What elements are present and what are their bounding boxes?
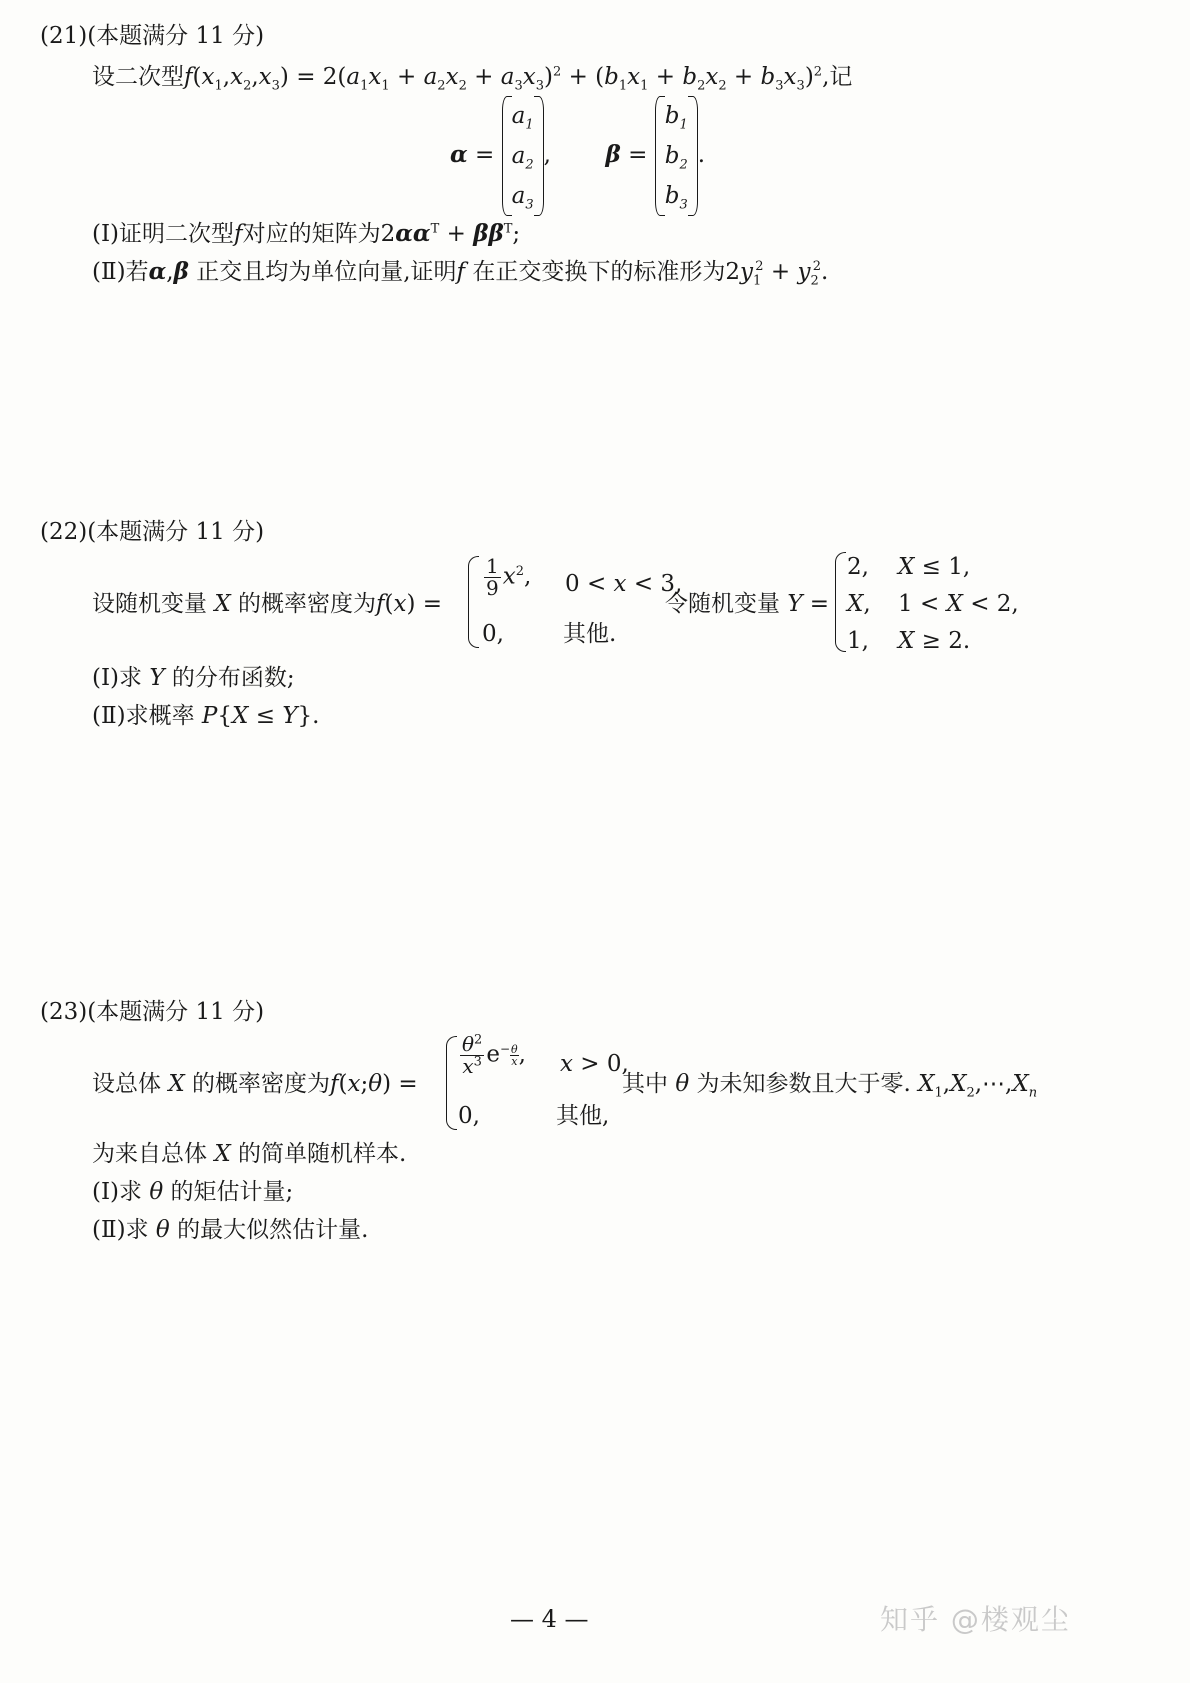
q22-pdf-case2: 0,	[482, 621, 504, 647]
q23-param-note: 其中 θ 为未知参数且大于零. $X_1,X_2,\cdots,X_n$	[622, 1071, 1038, 1101]
q22-y-case2: X,	[847, 591, 871, 617]
q23-pdf-cond1: x > 0,	[560, 1051, 629, 1077]
q22-part1-suffix: 的分布函数;	[171, 665, 295, 691]
q23-intro-mid: 的概率密度为	[192, 1071, 330, 1097]
q23-pdf-brace	[446, 1036, 457, 1130]
q23-sample-b: 的简单随机样本.	[238, 1141, 407, 1167]
q21-part2: (Ⅱ)若α,β 正交且均为单位向量,证明f 在正交变换下的标准形为$2y_1^2 + y_2^2$.	[92, 258, 829, 289]
alpha-vector: $a_1$ $a_2$ $a_3$	[502, 96, 544, 216]
q22-pdf-case1: $\frac{1}{9}$ $x^2$,	[486, 554, 532, 600]
q23-param-b: 为未知参数且大于零.	[696, 1071, 911, 1097]
q23-part2-suffix: 的最大似然估计量.	[177, 1217, 369, 1243]
q23-part2: (Ⅱ)求 θ 的最大似然估计量.	[92, 1217, 369, 1243]
q22-intro-mid: 的概率密度为	[238, 591, 376, 617]
q21-header: (21)(本题满分 11 分)	[40, 23, 265, 49]
q21-intro-prefix: 设二次型	[92, 64, 184, 90]
q22-part2: (Ⅱ)求概率 P{X ≤ Y}.	[92, 703, 320, 729]
q22-intro-text: 设随机变量	[92, 591, 207, 617]
q22-pdf-otherwise: 其他.	[563, 621, 617, 647]
q23-intro-text: 设总体	[92, 1071, 161, 1097]
q21-part1-prefix: (Ⅰ)证明二次型	[92, 221, 235, 247]
q22-y-cond2: 1 < X < 2,	[898, 591, 1019, 617]
q22-y-brace	[835, 552, 846, 652]
q21-part2-suffix: 在正交变换下的标准形为	[472, 259, 726, 285]
q23-part1: (Ⅰ)求 θ 的矩估计量;	[92, 1179, 294, 1205]
q22-part1-prefix: (Ⅰ)求	[92, 665, 143, 691]
q22-y-case3: 1,	[847, 628, 869, 654]
q21-part1-mid: 对应的矩阵为	[242, 221, 381, 247]
q23-pdf-otherwise: 其他,	[556, 1103, 610, 1129]
q21-intro	[92, 63, 852, 92]
q23-header: (23)(本题满分 11 分)	[40, 999, 265, 1025]
q22-part1: (Ⅰ)求 Y 的分布函数;	[92, 665, 295, 691]
q21-part2-mid: 正交且均为单位向量,证明	[196, 259, 457, 285]
q22-pdf-brace	[468, 556, 479, 648]
q21-vector-definitions: $\alpha = a_1$ $a_2$ $a_3$, $\beta = b_1$ $b_2$ $b_3$.	[450, 96, 705, 216]
q21-part2-prefix: (Ⅱ)若	[92, 259, 149, 285]
page-number: — 4 —	[510, 1605, 589, 1633]
q22-pdf-cond1: 0 < x < 3,	[565, 571, 683, 597]
q22-let-y: 令随机变量 Y =	[665, 591, 830, 617]
q21-quadratic-form: $f(x_1,x_2,x_3) = 2(a_1x_1 + a_2x_2 + a_3x_3)^2 + (b_1x_1 + b_2x_2 + b_3x_3)^2$	[184, 64, 823, 94]
q22-part2-prefix: (Ⅱ)求概率	[92, 703, 195, 729]
q23-sample-a: 为来自总体	[92, 1141, 207, 1167]
q22-y-cond1: X ≤ 1,	[898, 554, 971, 580]
q23-param-a: 其中	[622, 1071, 668, 1097]
beta-vector: $b_1$ $b_2$ $b_3$	[655, 96, 698, 216]
q23-pdf-case2: 0,	[458, 1103, 480, 1129]
q22-y-case1: 2,	[847, 554, 869, 580]
q21-part1: (Ⅰ)证明二次型f对应的矩阵为$2\alpha\alpha^T + \beta\beta^T$;	[92, 220, 521, 247]
q23-part1-suffix: 的矩估计量;	[170, 1179, 294, 1205]
q22-let-text: 令随机变量	[665, 591, 780, 617]
q23-part2-prefix: (Ⅱ)求	[92, 1217, 149, 1243]
q23-intro: 设总体 X 的概率密度为f(x;θ) =	[92, 1071, 418, 1097]
q23-sample-line: 为来自总体 X 的简单随机样本.	[92, 1141, 407, 1167]
q23-pdf-case1: $\frac{\theta^2}{x^3}$ e− $\frac{\theta}{x}$ ,	[462, 1032, 526, 1078]
q22-intro: 设随机变量 X 的概率密度为f(x) =	[92, 591, 443, 617]
q21-intro-suffix: ,记	[822, 64, 853, 90]
q23-part1-prefix: (Ⅰ)求	[92, 1179, 143, 1205]
q22-header: (22)(本题满分 11 分)	[40, 519, 265, 545]
q22-y-cond3: X ≥ 2.	[898, 628, 971, 654]
watermark: 知乎 @楼观尘	[880, 1603, 1071, 1636]
